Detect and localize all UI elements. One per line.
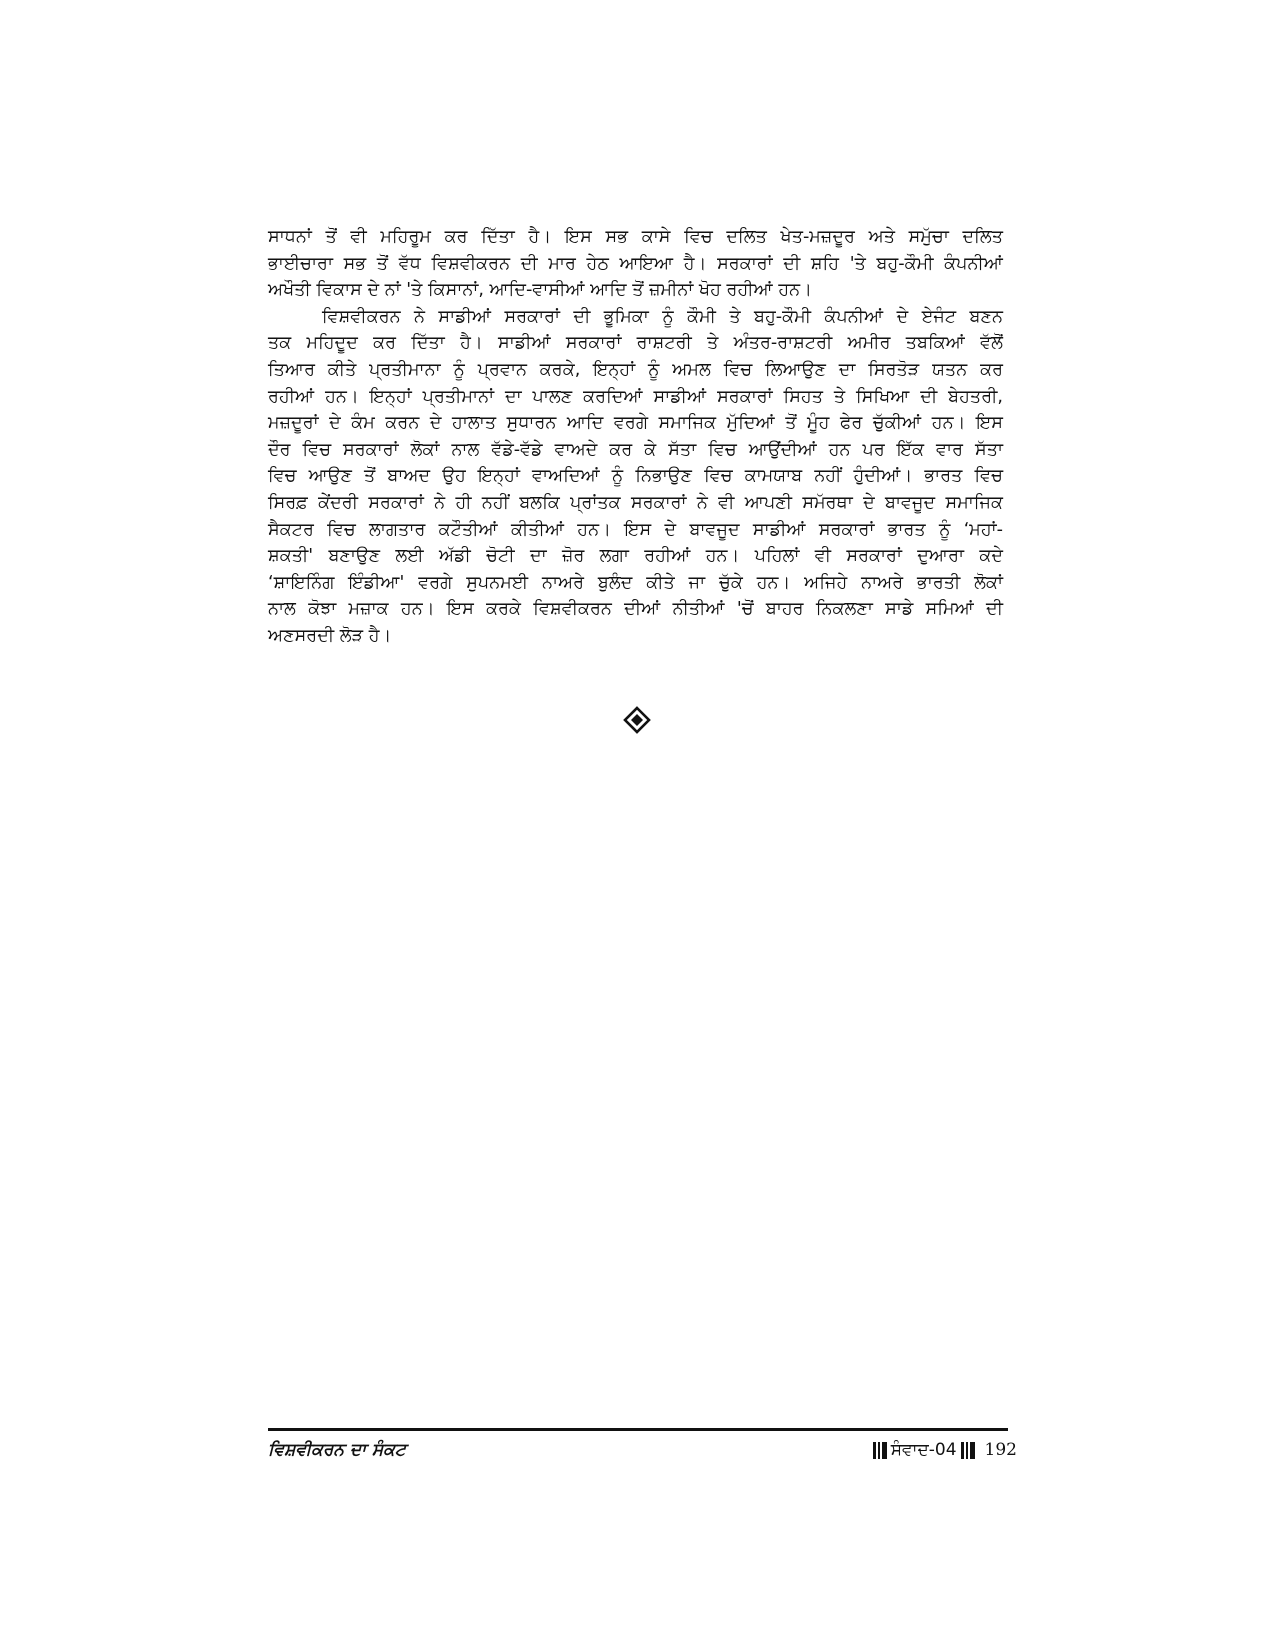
footer-pagination [873,1440,1017,1460]
text-line: ਵਿਚ ਆਉਣ ਤੋਂ ਬਾਅਦ ਉਹ ਇਨ੍ਹਾਂ ਵਾਅਦਿਆਂ ਨੂੰ ਨਿਭਾਉਣ ਵਿਚ ਕਾਮਯਾਬ ਨਹੀਂ ਹੁੰਦੀਆਂ। ਭਾਰਤ ਵਿਚ [268,466,1003,487]
book-title: ਵਿਸ਼ਵੀਕਰਨ ਦਾ ਸੰਕਟ [268,1440,406,1460]
series-label: ਸੰਵਾਦ-04 [890,1440,957,1460]
text-line: ਸਾਧਨਾਂ ਤੋਂ ਵੀ ਮਹਿਰੂਮ ਕਰ ਦਿੱਤਾ ਹੈ। ਇਸ ਸਭ ਕਾਸੇ ਵਿਚ ਦਲਿਤ ਖੇਤ-ਮਜ਼ਦੂਰ ਅਤੇ ਸਮੁੱਚਾ ਦਲਿਤ [268,227,1003,247]
body-text [268,224,1003,650]
text-line: ਨਾਲ ਕੋਝਾ ਮਜ਼ਾਕ ਹਨ। ਇਸ ਕਰਕੇ ਵਿਸ਼ਵੀਕਰਨ ਦੀਆਂ ਨੀਤੀਆਂ 'ਚੋਂ ਬਾਹਰ ਨਿਕਲਣਾ ਸਾਡੇ ਸਮਿਆਂ ਦੀ [268,599,1003,620]
page-number: 192 [984,1440,1017,1460]
text-line: ਸੈਕਟਰ ਵਿਚ ਲਾਗਤਾਰ ਕਟੌਤੀਆਂ ਕੀਤੀਆਂ ਹਨ। ਇਸ ਦੇ ਬਾਵਜੂਦ ਸਾਡੀਆਂ ਸਰਕਾਰਾਂ ਭਾਰਤ ਨੂੰ ‘ਮਹਾਂ- [268,519,1003,540]
footer-rule [268,1428,1008,1431]
text-line: ਮਜ਼ਦੂਰਾਂ ਦੇ ਕੰਮ ਕਰਨ ਦੇ ਹਾਲਾਤ ਸੁਧਾਰਨ ਆਦਿ ਵਰਗੇ ਸਮਾਜਿਕ ਮੁੱਦਿਆਂ ਤੋਂ ਮੂੰਹ ਫੇਰ ਚੁੱਕੀਆਂ ਹਨ। ਇਸ [268,413,1003,434]
diamond-ornament-icon [623,706,651,734]
barcode-ornament-icon [961,1442,975,1459]
text-line: ਸ਼ਕਤੀ' ਬਣਾਉਣ ਲਈ ਅੱਡੀ ਚੋਟੀ ਦਾ ਜ਼ੋਰ ਲਗਾ ਰਹੀਆਂ ਹਨ। ਪਹਿਲਾਂ ਵੀ ਸਰਕਾਰਾਂ ਦੁਆਰਾ ਕਦੇ [268,546,1003,567]
text-line: ਦੌਰ ਵਿਚ ਸਰਕਾਰਾਂ ਲੋਕਾਂ ਨਾਲ ਵੱਡੇ-ਵੱਡੇ ਵਾਅਦੇ ਕਰ ਕੇ ਸੱਤਾ ਵਿਚ ਆਉਂਦੀਆਂ ਹਨ ਪਰ ਇੱਕ ਵਾਰ ਸੱਤਾ [268,439,1003,460]
text-line: ਭਾਈਚਾਰਾ ਸਭ ਤੋਂ ਵੱਧ ਵਿਸ਼ਵੀਕਰਨ ਦੀ ਮਾਰ ਹੇਠ ਆਇਆ ਹੈ। ਸਰਕਾਰਾਂ ਦੀ ਸ਼ਹਿ 'ਤੇ ਬਹੁ-ਕੌਮੀ ਕੰਪਨੀਆਂ [268,253,1003,274]
barcode-ornament-icon [873,1442,887,1459]
text-line: ਅਖੌਤੀ ਵਿਕਾਸ ਦੇ ਨਾਂ 'ਤੇ ਕਿਸਾਨਾਂ, ਆਦਿ-ਵਾਸੀਆਂ ਆਦਿ ਤੋਂ ਜ਼ਮੀਨਾਂ ਖੋਹ ਰਹੀਆਂ ਹਨ। [268,280,812,301]
text-line: ਤਿਆਰ ਕੀਤੇ ਪ੍ਰਤੀਮਾਨਾ ਨੂੰ ਪ੍ਰਵਾਨ ਕਰਕੇ, ਇਨ੍ਹਾਂ ਨੂੰ ਅਮਲ ਵਿਚ ਲਿਆਉਣ ਦਾ ਸਿਰਤੋੜ ਯਤਨ ਕਰ [268,359,1003,380]
text-line: ਤਕ ਮਹਿਦੂਦ ਕਰ ਦਿੱਤਾ ਹੈ। ਸਾਡੀਆਂ ਸਰਕਾਰਾਂ ਰਾਸ਼ਟਰੀ ਤੇ ਅੰਤਰ-ਰਾਸ਼ਟਰੀ ਅਮੀਰ ਤਬਕਿਆਂ ਵੱਲੋਂ [268,333,1003,354]
text-line: ਵਿਸ਼ਵੀਕਰਨ ਨੇ ਸਾਡੀਆਂ ਸਰਕਾਰਾਂ ਦੀ ਭੂਮਿਕਾ ਨੂੰ ਕੌਮੀ ਤੇ ਬਹੁ-ਕੌਮੀ ਕੰਪਨੀਆਂ ਦੇ ਏਜੰਟ ਬਣਨ [322,306,1003,327]
text-line: ਸਿਰਫ਼ ਕੇਂਦਰੀ ਸਰਕਾਰਾਂ ਨੇ ਹੀ ਨਹੀਂ ਬਲਕਿ ਪ੍ਰਾਂਤਕ ਸਰਕਾਰਾਂ ਨੇ ਵੀ ਆਪਣੀ ਸਮੱਰਥਾ ਦੇ ਬਾਵਜੂਦ ਸਮਾਜਿਕ [268,492,1003,513]
text-line: ਅਣਸਰਦੀ ਲੋੜ ਹੈ। [268,625,392,646]
text-line: ਰਹੀਆਂ ਹਨ। ਇਨ੍ਹਾਂ ਪ੍ਰਤੀਮਾਨਾਂ ਦਾ ਪਾਲਣ ਕਰਦਿਆਂ ਸਾਡੀਆਂ ਸਰਕਾਰਾਂ ਸਿਹਤ ਤੇ ਸਿਖਿਆ ਦੀ ਬੇਹਤਰੀ, [268,386,1003,407]
text-line: ‘ਸ਼ਾਇਨਿੰਗ ਇੰਡੀਆ' ਵਰਗੇ ਸੁਪਨਮਈ ਨਾਅਰੇ ਬੁਲੰਦ ਕੀਤੇ ਜਾ ਚੁੱਕੇ ਹਨ। ਅਜਿਹੇ ਨਾਅਰੇ ਭਾਰਤੀ ਲੋਕਾਂ [268,572,1003,593]
